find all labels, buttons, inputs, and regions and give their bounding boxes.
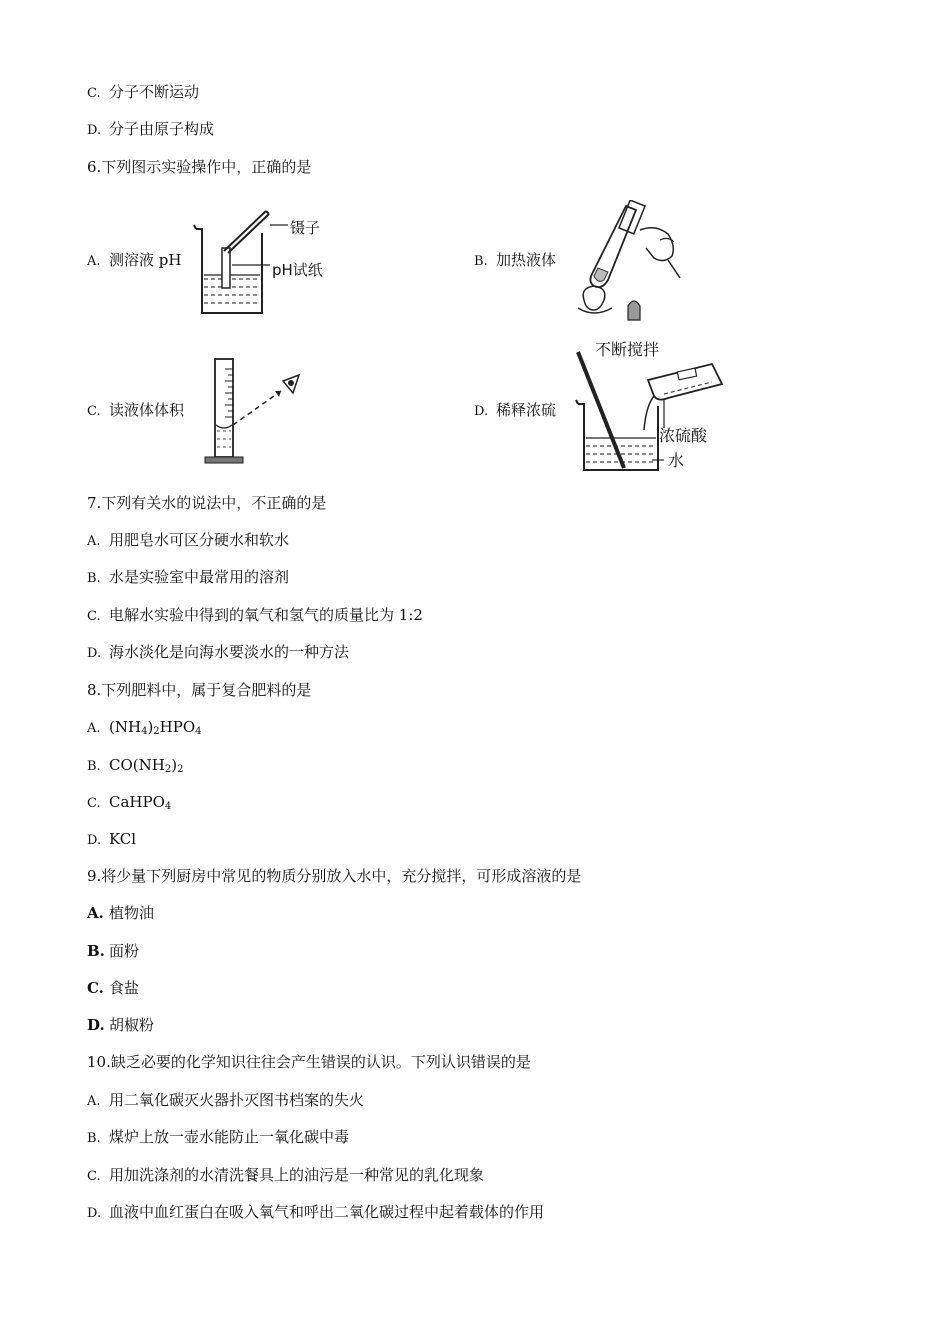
q6-stem: 6.下列图示实验操作中，正确的是 [87,158,312,176]
stirring-label: 不断搅拌 [595,340,660,359]
q8-option-b: B. $CO(NH_2)_2$ [87,756,184,775]
ph-paper-label: pH试纸 [272,261,323,279]
q6-option-a: A. 测溶液 pH [87,251,182,269]
q5-option-c: C. 分子不断运动 [87,83,200,101]
q7-option-c: C. 电解水实验中得到的氧气和氢气的质量比为 1:2 [87,606,423,624]
q9-option-a: A. 植物油 [87,904,155,922]
q7-option-a: A. 用肥皂水可区分硬水和软水 [87,531,290,549]
q7-option-b: B. 水是实验室中最常用的溶剂 [87,568,290,586]
q6-option-c: C. 读液体体积 [87,401,185,419]
q8-stem: 8.下列肥料中，属于复合肥料的是 [87,681,312,699]
q5-option-d: D. 分子由原子构成 [87,120,215,138]
q6-option-d: D. 稀释浓硫 [474,401,557,419]
q10-option-b: B. 煤炉上放一壶水能防止一氧化碳中毒 [87,1128,350,1146]
beaker-stirring-drawing [572,340,727,480]
q8-option-a: A. $(NH_4)_2HPO_4$ [87,718,202,737]
q6-option-b: B. 加热液体 [474,251,557,269]
read-volume-figure [203,355,308,467]
q10-option-a: A. 用二氧化碳灭火器扑灭图书档案的失火 [87,1091,365,1109]
conc-acid-label: 浓硫酸 [659,426,708,445]
q9-stem: 9.将少量下列厨房中常见的物质分别放入水中，充分搅拌，可形成溶液的是 [87,867,582,885]
q10-option-c: C. 用加洗涤剂的水清洗餐具上的油污是一种常见的乳化现象 [87,1166,485,1184]
q9-option-c: C. 食盐 [87,979,140,997]
q8-option-d: D. KCl [87,830,137,848]
q7-option-d: D. 海水淡化是向海水要淡水的一种方法 [87,643,350,661]
test-tube-heating-drawing [568,200,693,325]
dilute-acid-figure [572,340,727,480]
tweezers-label: 镊子 [290,219,321,237]
q10-option-d: D. 血液中血红蛋白在吸入氧气和呼出二氧化碳过程中起着载体的作用 [87,1203,545,1221]
q9-option-d: D. 胡椒粉 [87,1016,155,1034]
q9-option-b: B. 面粉 [87,942,140,960]
q10-stem: 10.缺乏必要的化学知识往往会产生错误的认识。下列认识错误的是 [87,1053,531,1071]
q8-option-c: C. CaHPO$_4$ [87,793,172,812]
heat-liquid-figure [568,200,693,325]
water-label: 水 [668,451,685,470]
graduated-cylinder-drawing [203,355,308,467]
q7-stem: 7.下列有关水的说法中，不正确的是 [87,494,327,512]
